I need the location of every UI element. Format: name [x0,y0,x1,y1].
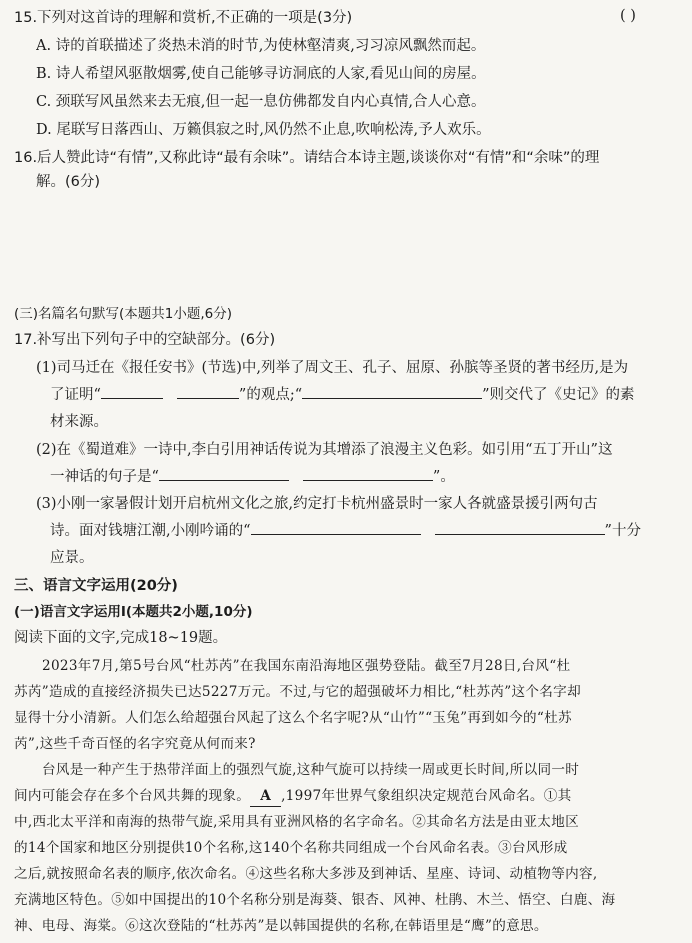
q15-option-b: B. 诗人希望风驱散烟雾,使自己能够寻访洞底的人家,看见山间的房屋。 [36,66,486,82]
blank-2b[interactable] [303,466,433,481]
q15-option-d: D. 尾联写日落西山、万籁俱寂之时,风仍然不止息,吹响松涛,予人欢乐。 [36,122,491,138]
passage-p2-line1: 台风是一种产生于热带洋面上的强烈气旋,这种气旋可以持续一周或更长时间,所以同一时 [42,762,580,778]
q17-part2-line1: (2)在《蜀道难》一诗中,李白引用神话传说为其增添了浪漫主义色彩。如引用“五丁开山”这 [36,442,613,458]
blank-1b[interactable] [177,384,239,399]
blank-3a[interactable] [251,520,421,535]
answer-blank-a[interactable]: A [250,786,281,807]
passage-p1-line1: 2023年7月,第5号台风“杜苏芮”在我国东南沿海地区强势登陆。截至7月28日,台风“杜 [42,658,571,674]
passage-p2-line6: 充满地区特色。⑤如中国提出的10个名称分别是海葵、银杏、风神、杜鹃、木兰、悟空、白鹿、海 [14,892,616,908]
passage-p1-line4: 芮”,这些千奇百怪的名字究竟从何而来? [14,736,256,752]
passage-p2-line3: 中,西北太平洋和南海的热带气旋,采用具有亚洲风格的名字命名。②其命名方法是由亚太地区 [14,814,579,830]
reading-intro: 阅读下面的文字,完成18~19题。 [14,630,228,646]
question-16-line2: 解。(6分) [36,174,101,190]
passage-p1-line3: 显得十分小清新。人们怎么给超强台风起了这么个名字呢?从“山竹”“玉兔”再到如今的“杜苏 [14,710,572,726]
q17-part1-line2: 了证明“ ”的观点;“ ”则交代了《史记》的素 [50,384,692,405]
q17-part1-line3: 材来源。 [50,414,108,430]
q17-part1-line1: (1)司马迁在《报任安书》(节选)中,列举了周文王、孔子、屈原、孙膑等圣贤的著书经历,是为 [36,360,629,376]
blank-3b[interactable] [435,520,605,535]
question-17-stem: 17.补写出下列句子中的空缺部分。(6分) [14,332,276,348]
question-15-stem: 15.下列对这首诗的理解和赏析,不正确的一项是(3分) [14,10,353,26]
blank-1a[interactable] [101,384,163,399]
passage-p2-line4: 的14个国家和地区分别提供10个名称,这140个名称共同组成一个台风命名表。③台风形成 [14,840,568,856]
part-3-subheading: (一)语言文字运用Ⅰ(本题共2小题,10分) [14,604,253,620]
q17-part3-line2: 诗。面对钱塘江潮,小刚吟诵的“ ”十分 [50,520,692,541]
answer-paren: ( ) [620,8,636,24]
passage-p2-line2: 间内可能会存在多个台风共舞的现象。 A ,1997年世界气象组织决定规范台风命名。①其 [14,786,678,807]
passage-p2-line5: 之后,就按照命名表的顺序,依次命名。④这些名称大多涉及到神话、星座、诗词、动植物等内容, [14,866,598,882]
q15-option-c: C. 颈联写风虽然来去无痕,但一起一息仿佛都发自内心真情,合人心意。 [36,94,486,110]
blank-1c[interactable] [302,384,482,399]
blank-2a[interactable] [159,466,289,481]
passage-p2-line7: 神、电母、海棠。⑥这次登陆的“杜苏芮”是以韩国提供的名称,在韩语里是“鹰”的意思。 [14,918,548,934]
q17-part2-line2: 一神话的句子是“ ”。 [50,466,692,487]
q15-option-a: A. 诗的首联描述了炎热未消的时节,为使林壑清爽,习习凉风飘然而起。 [36,38,486,54]
question-16-line1: 16.后人赞此诗“有情”,又称此诗“最有余味”。请结合本诗主题,谈谈你对“有情”和“余味”的理 [14,150,600,166]
section-3-heading: (三)名篇名句默写(本题共1小题,6分) [14,306,233,322]
q17-part3-line1: (3)小刚一家暑假计划开启杭州文化之旅,约定打卡杭州盛景时一家人各就盛景援引两句古 [36,496,598,512]
part-3-heading: 三、语言文字运用(20分) [14,578,178,594]
q17-part3-line3: 应景。 [50,550,94,566]
passage-p1-line2: 苏芮”造成的直接经济损失已达5227万元。不过,与它的超强破坏力相比,“杜苏芮”这个名字却 [14,684,581,700]
